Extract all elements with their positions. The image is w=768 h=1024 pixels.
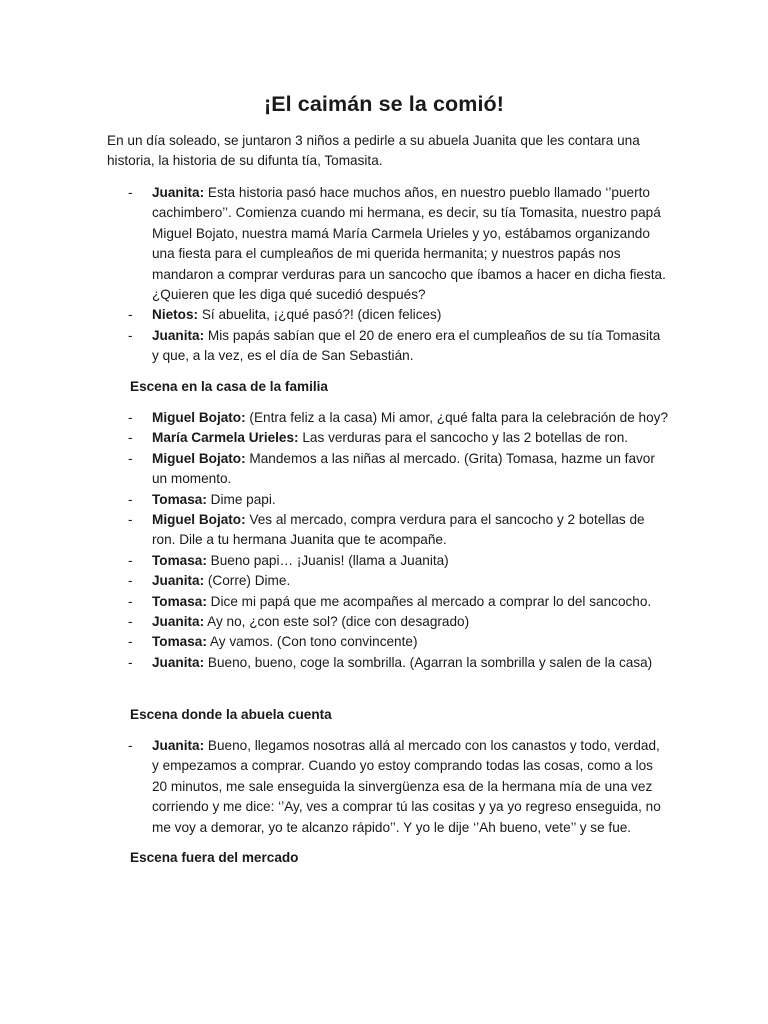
speaker-name: Juanita:: [152, 573, 205, 589]
bullet-dash: -: [128, 573, 133, 589]
dialogue-line: [128, 592, 668, 612]
bullet-dash: -: [128, 552, 133, 568]
scene-heading: Escena donde la abuela cuenta: [130, 707, 332, 722]
speaker-name: Juanita:: [152, 327, 205, 343]
dialogue-text: Sí abuelita, ¡¿qué pasó?! (dicen felices): [198, 307, 442, 323]
bullet-dash: -: [128, 450, 133, 466]
dialogue-line: [128, 428, 668, 448]
speaker-name: María Carmela Urieles:: [152, 430, 299, 446]
bullet-dash: -: [128, 327, 133, 343]
speaker-name: Tomasa:: [152, 634, 207, 650]
dialogue-line: [128, 571, 668, 591]
bullet-dash: -: [128, 634, 133, 650]
bullet-dash: -: [128, 491, 133, 507]
bullet-dash: -: [128, 614, 133, 630]
bullet-dash: -: [128, 738, 133, 753]
dialogue-text: Mandemos a las niñas al mercado. (Grita) Tomasa, hazme un favor un momento.: [152, 450, 655, 487]
speaker-name: Nietos:: [152, 307, 199, 323]
bullet-dash: -: [128, 410, 133, 425]
scene-heading: Escena en la casa de la familia: [130, 379, 328, 394]
dialogue-line: [128, 408, 668, 428]
dialogue-line: [128, 490, 668, 510]
dialogue-text: Ves al mercado, compra verdura para el sancocho y 2 botellas de ron. Dile a tu hermana Juanita que te acompañe.: [152, 512, 645, 548]
speaker-name: Miguel Bojato:: [152, 450, 246, 466]
bullet-dash: -: [128, 593, 133, 609]
speaker-name: Juanita:: [152, 738, 205, 753]
speaker-name: Tomasa:: [152, 593, 207, 609]
dialogue-text: (Corre) Dime.: [204, 573, 291, 589]
dialogue-text: Esta historia pasó hace muchos años, en nuestro pueblo llamado ‘’puerto cachimbero’’. Comienza cuando mi hermana, es decir, su tía Tomasita, nuestro papá Miguel Bojato, nuestra mamá María Carmela Urieles y yo, estábamos organizando una fiesta para el cumpleaños de mi querida hermanita; y nuestros papás nos mandaron a comprar verduras para un sancocho que íbamos a hacer en dicha fiesta. ¿Quieren que les diga qué sucedió después?: [152, 185, 666, 303]
dialogue-text: Bueno papi… ¡Juanis! (llama a Juanita): [206, 552, 449, 568]
bullet-dash: -: [128, 512, 133, 528]
dialogue-line: [128, 183, 668, 305]
bullet-dash: -: [128, 654, 133, 670]
dialogue-line: [128, 653, 668, 673]
dialogue-text: Las verduras para el sancocho y las 2 botellas de ron.: [298, 430, 629, 446]
dialogue-line: [128, 326, 668, 367]
dialogue-text: (Entra feliz a la casa) Mi amor, ¿qué falta para la celebración de hoy?: [245, 410, 669, 425]
dialogue-text: Ay vamos. (Con tono convincente): [206, 634, 418, 650]
dialogue-line: [128, 510, 668, 551]
speaker-name: Tomasa:: [152, 552, 207, 568]
bullet-dash: -: [128, 185, 133, 200]
dialogue-list-intro: [128, 183, 668, 367]
bullet-dash: -: [128, 430, 133, 446]
dialogue-text: Dice mi papá que me acompañes al mercado a comprar lo del sancocho.: [206, 593, 652, 609]
speaker-name: Juanita:: [152, 185, 205, 200]
speaker-name: Tomasa:: [152, 491, 207, 507]
dialogue-text: Dime papi.: [206, 491, 276, 507]
speaker-name: Juanita:: [152, 654, 205, 670]
speaker-name: Miguel Bojato:: [152, 410, 246, 425]
speaker-name: Juanita:: [152, 614, 205, 630]
dialogue-list-family-house: [128, 408, 668, 673]
dialogue-list-grandma-tells: [128, 736, 668, 838]
scene-heading: Escena fuera del mercado: [130, 850, 299, 865]
dialogue-line: [128, 612, 668, 632]
dialogue-text: Bueno, llegamos nosotras allá al mercado con los canastos y todo, verdad, y empezamos a comprar. Cuando yo estoy comprando todas las cosas, como a los 20 minutos, me sale enseguida la sinvergüenza esa de la hermana mía de una vez corriendo y me dice: ‘’Ay, ves a comprar tú las cositas y ya yo regreso enseguida, no me voy a demorar, yo te alcanzo rápido’’. Y yo le dije ‘’Ah bueno, vete’’ y se fue.: [152, 738, 661, 835]
dialogue-line: [128, 736, 668, 838]
dialogue-line: [128, 305, 668, 325]
dialogue-line: [128, 551, 668, 571]
dialogue-line: [128, 449, 668, 490]
speaker-name: Miguel Bojato:: [152, 512, 246, 528]
dialogue-text: Mis papás sabían que el 20 de enero era el cumpleaños de su tía Tomasita y que, a la vez, es el día de San Sebastián.: [152, 327, 661, 364]
dialogue-text: Ay no, ¿con este sol? (dice con desagrado): [204, 614, 470, 630]
intro-paragraph: En un día soleado, se juntaron 3 niños a pedirle a su abuela Juanita que les contara una historia, la historia de su difunta tía, Tomasita.: [107, 133, 640, 169]
dialogue-text: Bueno, bueno, coge la sombrilla. (Agarran la sombrilla y salen de la casa): [204, 654, 653, 670]
bullet-dash: -: [128, 307, 133, 323]
dialogue-line: [128, 632, 668, 652]
document-title: ¡El caimán se la comió!: [263, 92, 505, 116]
